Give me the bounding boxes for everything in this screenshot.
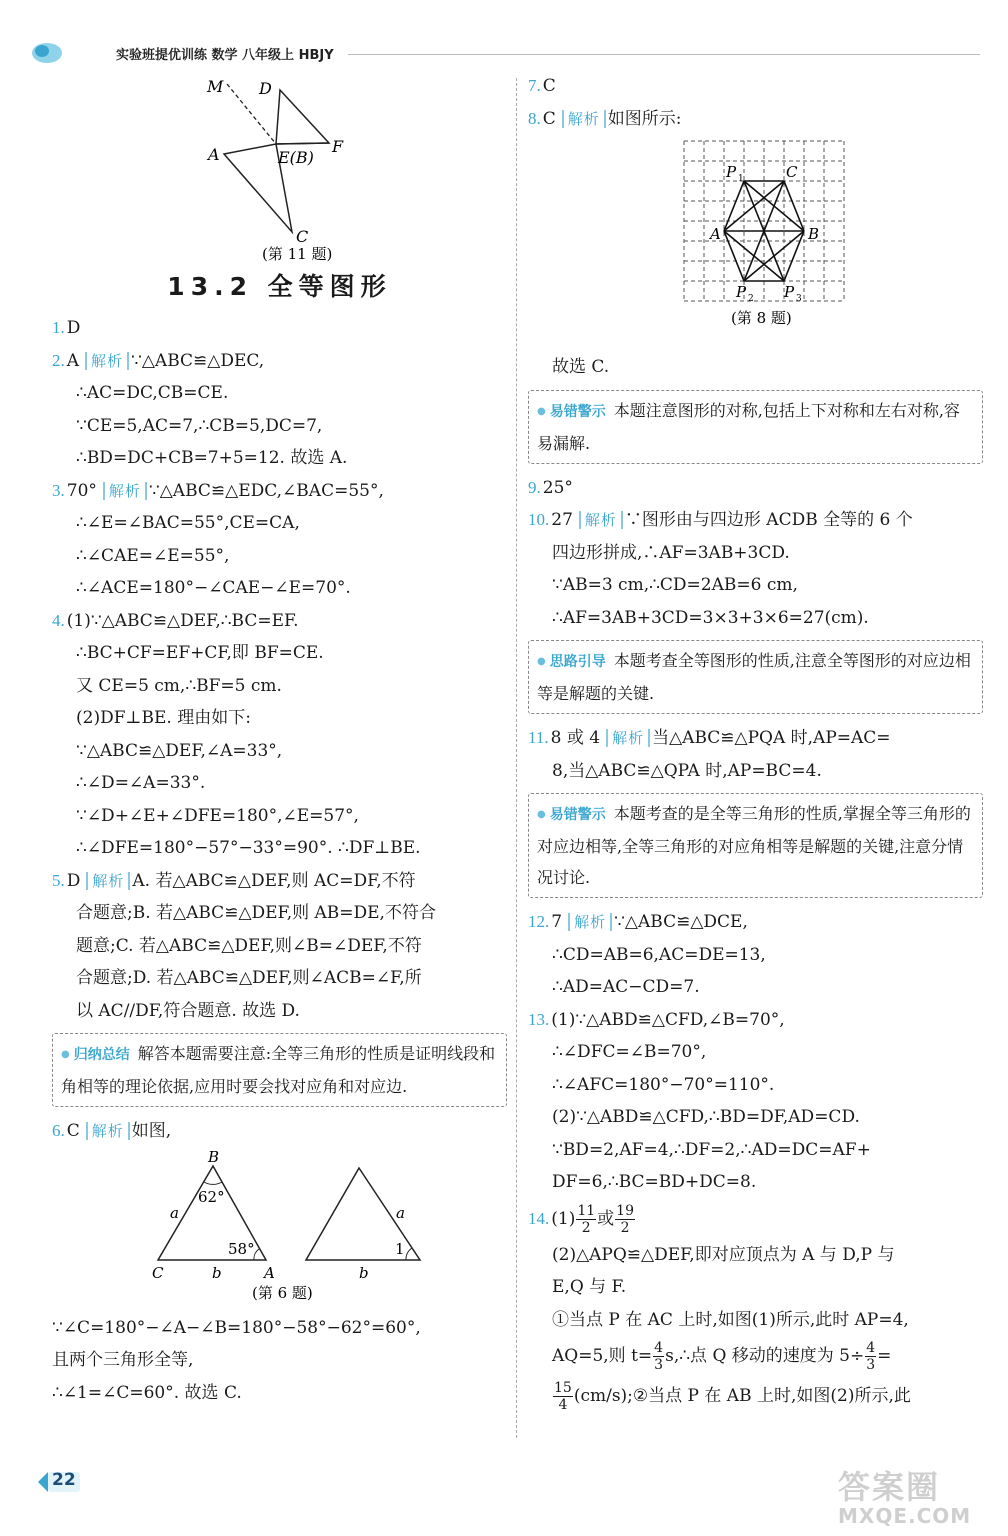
tip-text: 解答本题需要注意:全等三角形的性质是证明线段和角相等的理论依据,应用时要会找对应角和对应边. xyxy=(61,1044,496,1096)
q6-line: ∵∠C=180°−∠A−∠B=180°−58°−62°=60°, xyxy=(52,1317,421,1338)
q13-line: ∵BD=2,AF=4,∴DF=2,∴AD=DC=AF+ xyxy=(552,1139,871,1160)
answer-q6: 6. C 解析 如图, xyxy=(52,1121,172,1141)
answer-q11: 11. 8 或 4 解析 当△ABC≌△PQA 时,AP=AC= xyxy=(528,728,891,748)
q12-line: ∴AD=AC−CD=7. xyxy=(552,977,700,997)
answer-q2: 2. A 解析 ∵△ABC≌△DEC, xyxy=(52,350,265,371)
answer-q10: 10. 27 解析 ∵图形由与四边形 ACDB 全等的 6 个 xyxy=(528,510,913,530)
figure-6 xyxy=(52,1148,507,1308)
q4-line: ∴BC+CF=EF+CF,即 BF=CE. xyxy=(76,643,324,663)
answer-q8: 8. C 解析 如图所示: xyxy=(528,108,682,129)
column-divider xyxy=(516,78,517,1438)
figure-11 xyxy=(52,70,507,262)
tip-box-guide xyxy=(528,640,983,714)
watermark-bottom: MXQE.COM xyxy=(838,1504,972,1528)
tip-title: ● 易错警示 xyxy=(537,807,606,823)
q10-line: ∵AB=3 cm,∴CD=2AB=6 cm, xyxy=(552,575,798,595)
q13-line: ∴∠AFC=180°−70°=110°. xyxy=(552,1074,775,1095)
watermark-top: 答案圈 xyxy=(838,1468,941,1506)
q14-line: $\frac{15}{4}$ (cm/s);②当点 P 在 AB 上时,如图(2)所示,此 xyxy=(554,1380,911,1413)
answer-q9: 9. 25° xyxy=(528,477,573,498)
q2-line: ∴BD=DC+CB=7+5=12. 故选 A. xyxy=(76,448,348,468)
answer-q12: 12. 7 解析 ∵△ABC≌△DCE, xyxy=(528,912,748,932)
answer-q4: 4. (1)∵△ABC≌△DEF,∴BC=EF. xyxy=(52,610,299,631)
angle-1: 1 xyxy=(395,1239,405,1258)
tip-title: ● 归纳总结 xyxy=(61,1047,130,1063)
q6-line: 且两个三角形全等, xyxy=(52,1350,194,1370)
q4-line: ∵△ABC≌△DEF,∠A=33°, xyxy=(76,740,283,761)
q5-line: 合题意;D. 若△ABC≌△DEF,则∠ACB=∠F,所 xyxy=(76,968,422,988)
q5-line: 以 AC//DF,符合题意. 故选 D. xyxy=(76,1000,300,1021)
angle-A: 58° xyxy=(228,1239,255,1258)
answer-q3: 3. 70° 解析 ∵△ABC≌△EDC,∠BAC=55°, xyxy=(52,480,384,501)
tip-text: 本题注意图形的对称,包括上下对称和左右对称,容易漏解. xyxy=(537,400,960,453)
q6-line: ∴∠1=∠C=60°. 故选 C. xyxy=(52,1382,242,1403)
q5-line: 题意;C. 若△ABC≌△DEF,则∠B=∠DEF,不符 xyxy=(76,935,422,956)
label-b2: b xyxy=(359,1263,369,1282)
q2-line: ∴AC=DC,CB=CE. xyxy=(76,383,229,403)
label-M: M xyxy=(207,77,224,96)
analysis-tag: 解析 xyxy=(86,1122,130,1140)
q14-line: AQ=5,则 t= $\frac{4}{3}$ s,∴点 Q 移动的速度为 5÷ $\frac{4}{3}$ = xyxy=(552,1340,892,1373)
analysis-tag: 解析 xyxy=(103,482,147,500)
q3-line: ∴∠ACE=180°−∠CAE−∠E=70°. xyxy=(76,578,351,598)
q13-line: (2)∵△ABD≌△CFD,∴BD=DF,AD=CD. xyxy=(552,1107,860,1127)
label-C: C xyxy=(152,1263,164,1282)
q13-line: DF=6,∴BC=BD+DC=8. xyxy=(552,1172,757,1192)
label-A: A xyxy=(264,1263,275,1282)
tip-box-summary xyxy=(52,1033,507,1107)
q4-line: (2)DF⊥BE. 理由如下: xyxy=(76,708,251,728)
label-P2-sub: 2 xyxy=(748,294,754,304)
label-b: b xyxy=(212,1263,222,1282)
tip-box-warning xyxy=(528,793,983,898)
label-C: C xyxy=(786,163,798,181)
q4-line: 又 CE=5 cm,∴BF=5 cm. xyxy=(76,675,282,696)
q13-line: ∴∠DFC=∠B=70°, xyxy=(552,1042,707,1062)
analysis-tag: 解析 xyxy=(85,352,129,370)
analysis-tag: 解析 xyxy=(562,110,606,128)
left-column xyxy=(52,70,507,1409)
label-P1-sub: 1 xyxy=(738,174,744,184)
figure-8-caption: (第 8 题) xyxy=(731,309,792,327)
q5-line: 合题意;B. 若△ABC≌△DEF,则 AB=DE,不符合 xyxy=(76,903,436,923)
answer-q7: 7. C xyxy=(528,76,556,96)
answer-q14: 14. (1) $\frac{11}{2}$ 或 $\frac{19}{2}$ xyxy=(528,1202,634,1236)
answer-q13: 13. (1)∵△ABD≌△CFD,∠B=70°, xyxy=(528,1009,785,1030)
analysis-tag: 解析 xyxy=(86,872,130,890)
q10-line: ∴AF=3AB+3CD=3×3+3×6=27(cm). xyxy=(552,607,869,628)
answer-q1: 1. D xyxy=(52,318,81,338)
label-P1: P xyxy=(726,163,737,181)
q8-line: 故选 C. xyxy=(552,357,610,377)
q2-line: ∵CE=5,AC=7,∴CB=5,DC=7, xyxy=(76,415,323,436)
page-header xyxy=(30,38,980,68)
tip-text: 本题考查全等图形的性质,注意全等图形的对应边相等是解题的关键. xyxy=(537,651,971,703)
section-title: 13.2 全等图形 xyxy=(167,272,392,301)
fraction: $\frac{4}{3}$ xyxy=(866,1340,876,1373)
figure-6-caption: (第 6 题) xyxy=(252,1283,313,1302)
watermark-logo xyxy=(838,1462,988,1530)
label-A: A xyxy=(208,145,220,164)
header-rule xyxy=(348,54,980,55)
q12-line: ∴CD=AB=6,AC=DE=13, xyxy=(552,944,766,965)
label-P3-sub: 3 xyxy=(796,294,802,304)
fraction: $\frac{15}{4}$ xyxy=(554,1380,572,1413)
answer-q5: 5. D 解析 A. 若△ABC≌△DEF,则 AC=DF,不符 xyxy=(52,870,416,891)
q4-line: ∵∠D+∠E+∠DFE=180°,∠E=57°, xyxy=(76,805,359,826)
q11-line: 8,当△ABC≌△QPA 时,AP=BC=4. xyxy=(552,760,822,781)
analysis-tag: 解析 xyxy=(579,511,623,529)
label-P3: P xyxy=(784,283,795,301)
analysis-tag: 解析 xyxy=(606,729,650,747)
label-D: D xyxy=(259,79,272,98)
lightbulb-logo-icon xyxy=(30,40,64,66)
right-column xyxy=(528,70,983,1416)
label-a: a xyxy=(170,1203,179,1222)
label-F: F xyxy=(332,137,344,156)
figure-8-grid xyxy=(528,135,983,347)
tip-text: 本题考查的是全等三角形的性质,掌握全等三角形的对应边相等,全等三角形的对应角相等是解题的关键,注意分情况讨论. xyxy=(537,804,971,887)
label-B: B xyxy=(808,225,820,243)
page-number: 22 xyxy=(52,1470,76,1490)
label-C: C xyxy=(296,227,309,246)
q14-line: ①当点 P 在 AC 上时,如图(1)所示,此时 AP=4, xyxy=(552,1309,909,1330)
q3-line: ∴∠CAE=∠E=55°, xyxy=(76,545,230,566)
label-P2: P xyxy=(736,283,747,301)
fraction: $\frac{19}{2}$ xyxy=(616,1202,634,1236)
label-B: B xyxy=(208,1147,220,1166)
label-EB: E(B) xyxy=(278,148,314,167)
fraction: $\frac{4}{3}$ xyxy=(654,1340,664,1373)
label-A: A xyxy=(710,225,721,243)
q14-line: E,Q 与 F. xyxy=(552,1277,627,1297)
angle-B: 62° xyxy=(198,1187,225,1206)
tip-box-warning xyxy=(528,390,983,464)
q3-line: ∴∠E=∠BAC=55°,CE=CA, xyxy=(76,513,300,533)
header-title: 实验班提优训练 数学 八年级上 HBJY xyxy=(116,48,334,63)
fraction: $\frac{11}{2}$ xyxy=(577,1202,596,1236)
q14-line: (2)△APQ≌△DEF,即对应顶点为 A 与 D,P 与 xyxy=(552,1244,895,1265)
tip-title: ● 易错警示 xyxy=(537,404,606,420)
q4-line: ∴∠DFE=180°−57°−33°=90°. ∴DF⊥BE. xyxy=(76,838,421,858)
q4-line: ∴∠D=∠A=33°. xyxy=(76,773,206,793)
label-a2: a xyxy=(396,1203,405,1222)
q10-line: 四边形拼成,∴AF=3AB+3CD. xyxy=(552,542,790,563)
tip-title: ● 思路引导 xyxy=(537,654,606,670)
analysis-tag: 解析 xyxy=(568,913,612,931)
figure-11-caption: (第 11 题) xyxy=(262,245,333,262)
